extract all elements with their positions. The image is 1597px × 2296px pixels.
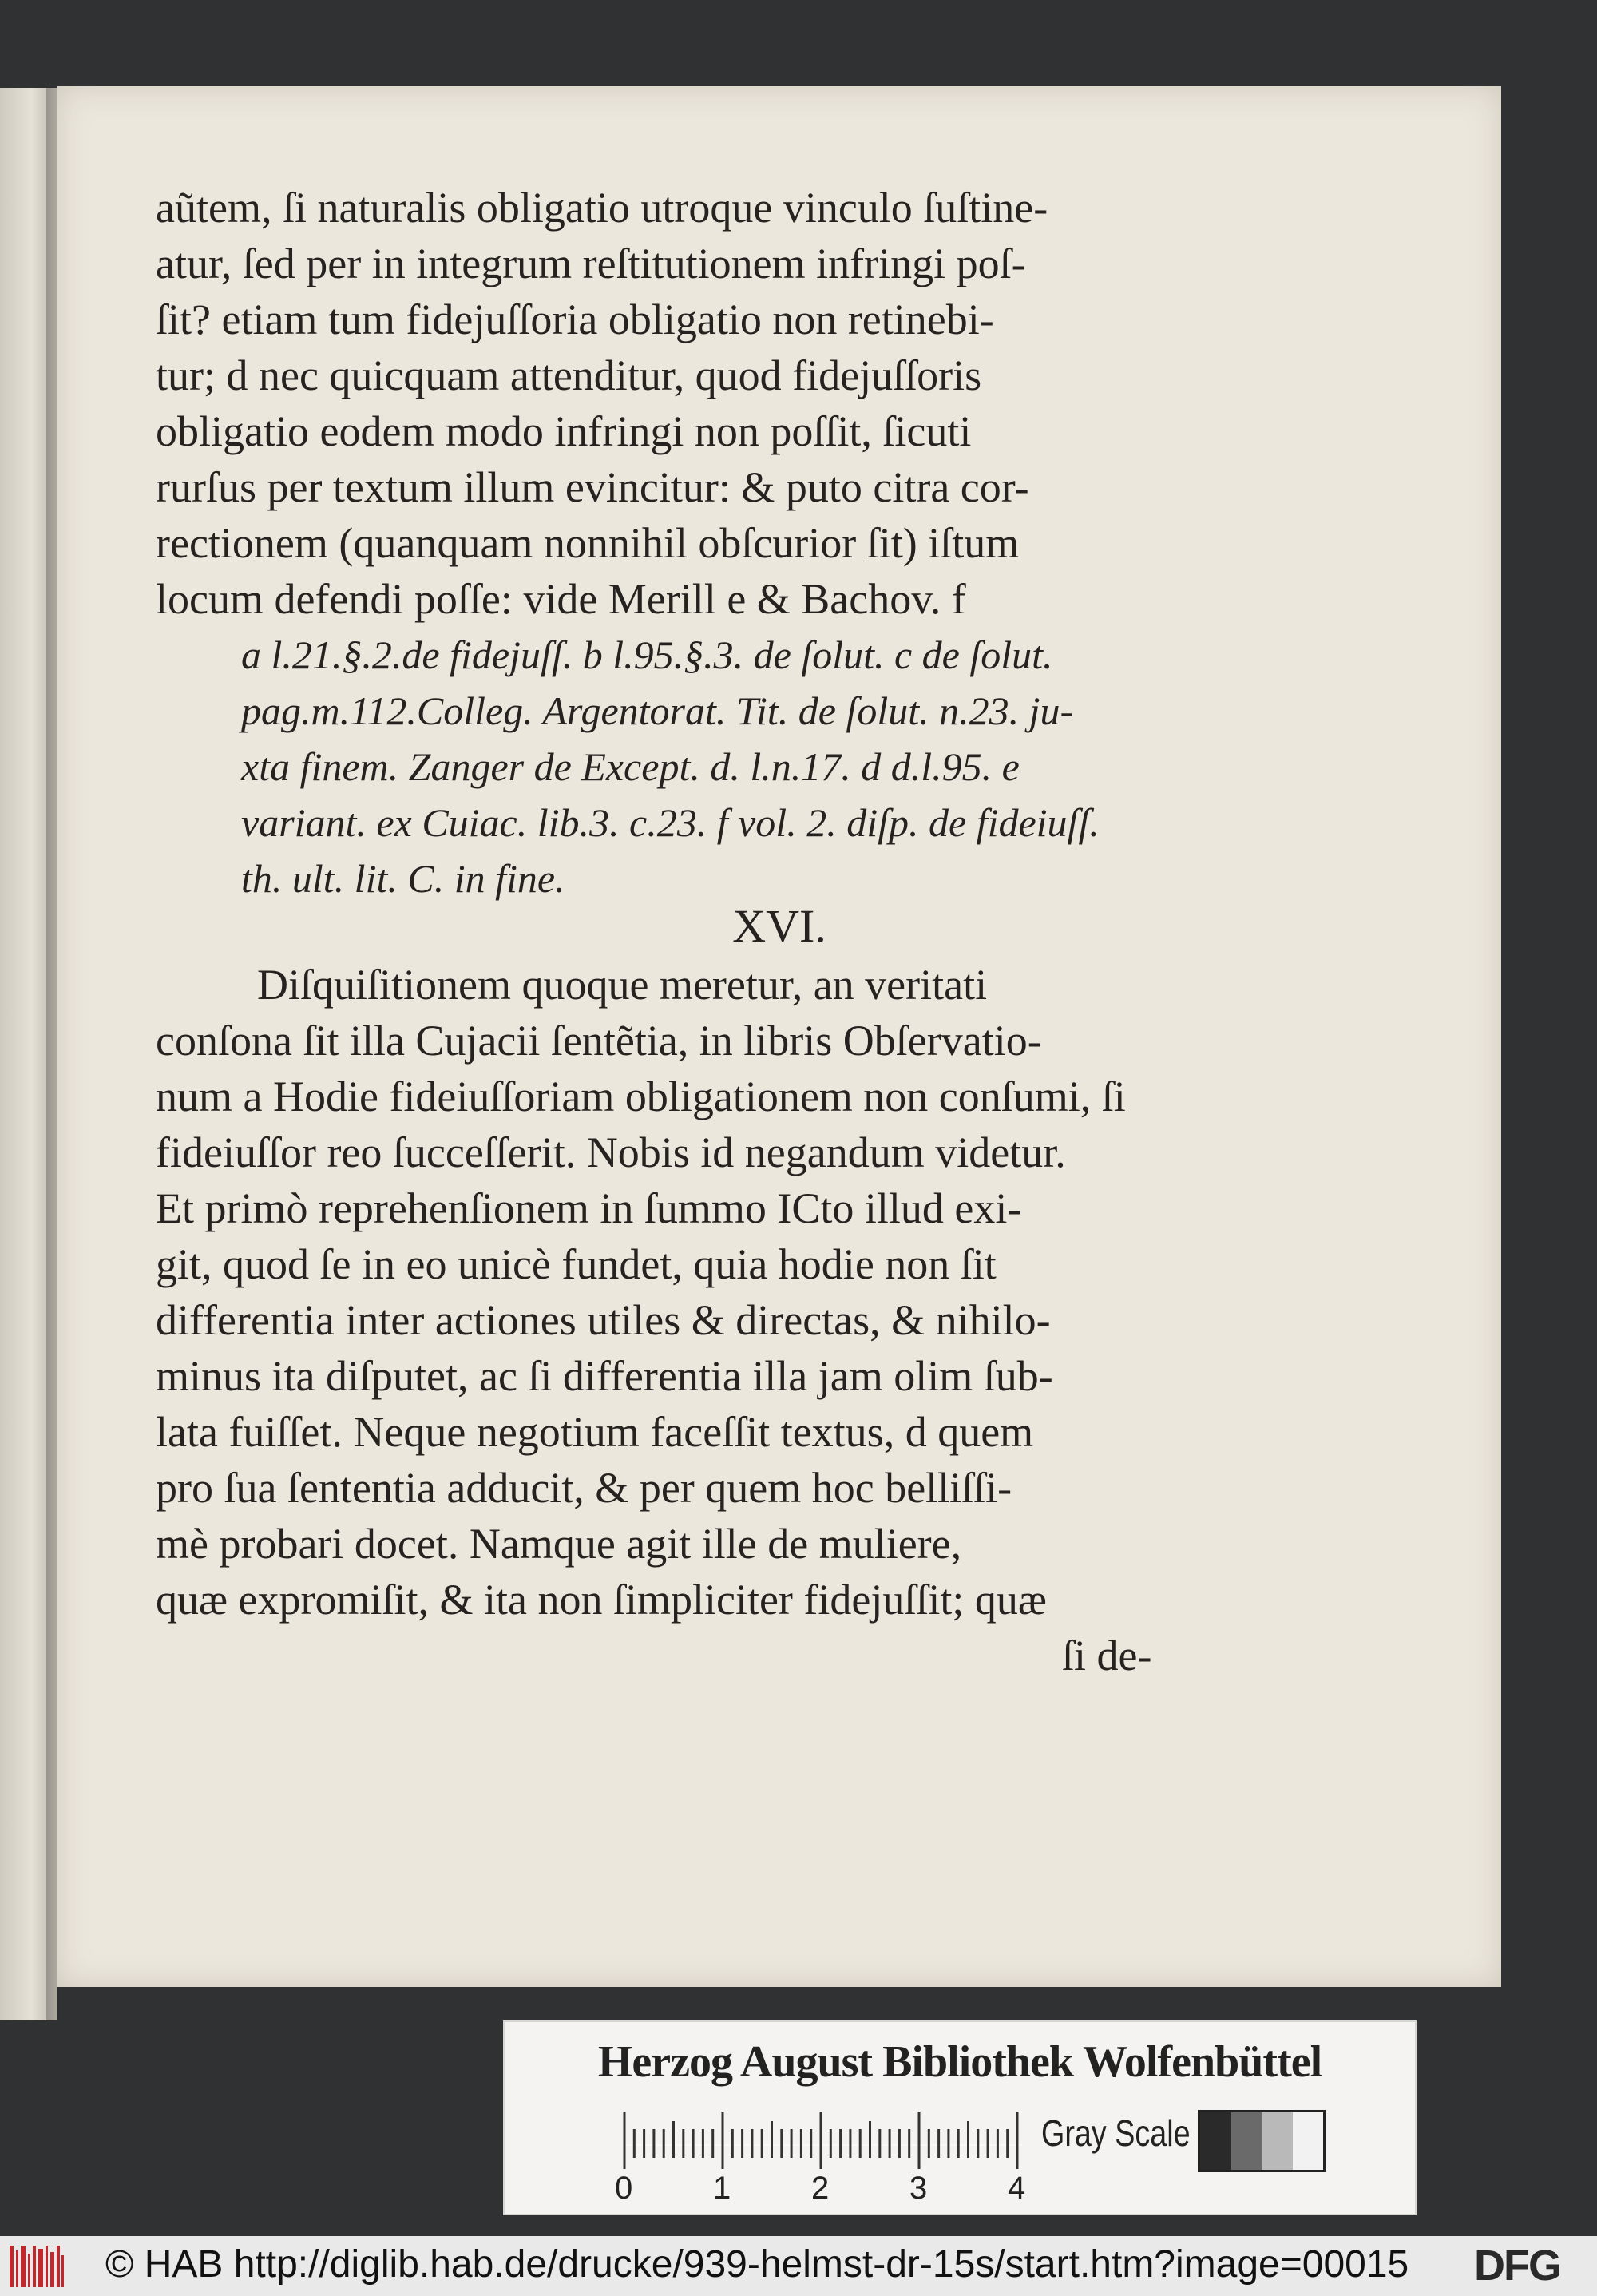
footnote-line: xta finem. Zanger de Except. d. l.n.17. d d.l.95. e: [241, 744, 1020, 789]
ruler-number: 2: [811, 2171, 830, 2206]
swatch-black: [1200, 2112, 1231, 2170]
dfg-logo: DFG: [1474, 2242, 1560, 2290]
library-label-card: [503, 2020, 1417, 2215]
body-line: minus ita diſputet, ac ſi differentia illa jam olim ſub-: [156, 1352, 1053, 1400]
body-line: atur, ſed per in integrum reſtitutionem infringi poſ-: [156, 240, 1026, 287]
body-line: tur; d nec quicquam attenditur, quod fidejuſſoris: [156, 351, 982, 399]
body-line: differentia inter actiones utiles & directas, & nihilo-: [156, 1296, 1051, 1344]
body-line: aũtem, ſi naturalis obligatio utroque vinculo ſuſtine-: [156, 184, 1048, 232]
source-url-text: © HAB http://diglib.hab.de/drucke/939-helmst-dr-15s/start.htm?image=00015: [105, 2243, 1409, 2286]
barcode-icon: [8, 2246, 65, 2287]
body-line: rectionem (quanquam nonnihil obſcurior ſit) iſtum: [156, 519, 1020, 567]
ruler-number: 1: [713, 2171, 731, 2206]
gray-scale-label: Gray Scale: [1041, 2112, 1191, 2154]
footnote-line: a l.21.§.2.de fidejuſſ. b l.95.§.3. de ſolut. c de ſolut.: [241, 632, 1053, 677]
catchword: ſi de-: [1062, 1632, 1152, 1679]
footnote-line: variant. ex Cuiac. lib.3. c.23. f vol. 2. diſp. de fideiuſſ.: [241, 800, 1100, 845]
body-line: pro ſua ſententia adducit, & per quem hoc belliſſi-: [156, 1464, 1012, 1512]
ruler-number: 0: [615, 2171, 633, 2206]
swatch-white: [1293, 2112, 1324, 2170]
body-line: Diſquiſitionem quoque meretur, an veritati: [257, 961, 988, 1009]
ruler-number: 4: [1008, 2171, 1026, 2206]
body-line: num a Hodie fideiuſſoriam obligationem non conſumi, ſi: [156, 1073, 1126, 1120]
body-line: git, quod ſe in eo unicè fundet, quia hodie non ſit: [156, 1240, 997, 1288]
body-line: conſona ſit illa Cujacii ſentẽtia, in libris Obſervatio-: [156, 1017, 1042, 1065]
measurement-ruler: [623, 2112, 1022, 2174]
section-heading: XVI.: [732, 900, 826, 952]
body-line: Et primò reprehenſionem in ſummo ICto illud exi-: [156, 1184, 1022, 1232]
swatch-light-gray: [1262, 2112, 1293, 2170]
body-line: obligatio eodem modo infringi non poſſit, ſicuti: [156, 407, 972, 455]
body-line: rurſus per textum illum evincitur: & puto citra cor-: [156, 463, 1029, 511]
body-line: locum defendi poſſe: vide Merill e & Bachov. f: [156, 575, 966, 623]
body-line: lata fuiſſet. Neque negotium faceſſit textus, d quem: [156, 1408, 1034, 1456]
body-line: mè probari docet. Namque agit ille de muliere,: [156, 1520, 962, 1568]
footnote-line: pag.m.112.Colleg. Argentorat. Tit. de ſolut. n.23. ju-: [241, 688, 1074, 733]
body-line: fideiuſſor reo ſucceſſerit. Nobis id negandum videtur.: [156, 1128, 1066, 1176]
footnote-line: th. ult. lit. C. in fine.: [241, 856, 565, 901]
ruler-number: 3: [909, 2171, 928, 2206]
gray-scale-swatches: [1198, 2110, 1326, 2172]
library-name: Herzog August Bibliothek Wolfenbüttel: [597, 2037, 1322, 2087]
book-page: [57, 86, 1501, 1987]
body-line: quæ expromiſit, & ita non ſimpliciter fidejuſſit; quæ: [156, 1576, 1047, 1624]
footer-bar: [0, 2236, 1597, 2296]
swatch-dark-gray: [1231, 2112, 1262, 2170]
body-line: ſit? etiam tum fidejuſſoria obligatio non retinebi-: [156, 295, 994, 343]
